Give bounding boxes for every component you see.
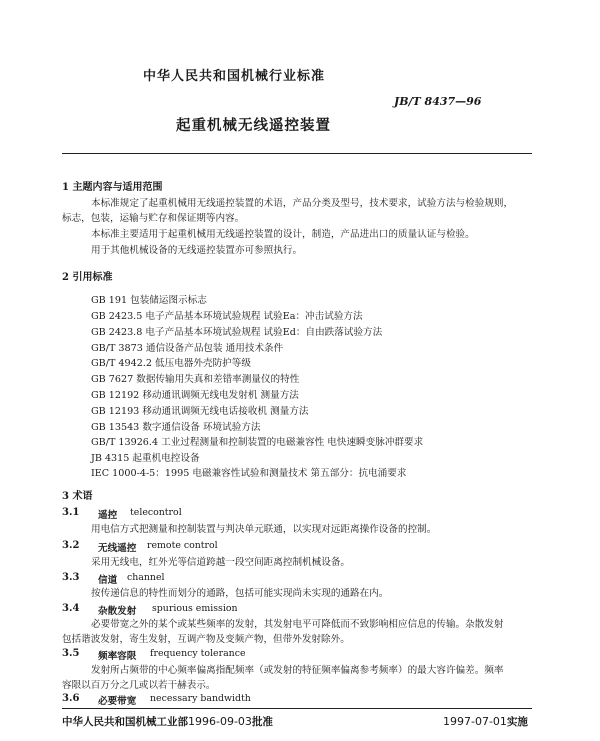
referenced-standard: GB/T 3873 通信设备产品包装 通用技术条件 bbox=[91, 343, 284, 354]
section-1-heading: 1 主题内容与适用范围 bbox=[62, 182, 163, 193]
term-number: 3.1 bbox=[62, 507, 80, 518]
term-chinese: 无线遥控 bbox=[98, 543, 137, 554]
effective-date: 1997-07-01 bbox=[443, 715, 507, 728]
term-number: 3.6 bbox=[62, 693, 80, 704]
term-number: 3.2 bbox=[62, 540, 80, 551]
referenced-standard: GB 191 包装储运图示标志 bbox=[91, 295, 207, 306]
term-english: spurious emission bbox=[152, 603, 238, 614]
term-number: 3.4 bbox=[62, 603, 80, 614]
effective-label: 实施 bbox=[506, 716, 528, 728]
referenced-standard: GB/T 4942.2 低压电器外壳防护等级 bbox=[91, 358, 251, 369]
section-1-paragraph: 本标准主要适用于起重机械用无线遥控装置的设计，制造，产品进出口的质量认证与检验。 bbox=[91, 229, 475, 240]
referenced-standard: GB 7627 数据传输用失真和差错率测量仪的特性 bbox=[91, 374, 300, 385]
section-3-heading: 3 术语 bbox=[62, 491, 93, 502]
term-definition: 按传递信息的特性而划分的通路，包括可能实现尚未实现的通路在内。 bbox=[91, 588, 389, 599]
referenced-standard: GB 12192 移动通讯调频无线电发射机 测量方法 bbox=[91, 390, 299, 401]
section-1-paragraph: 本标准规定了起重机械用无线遥控装置的术语，产品分类及型号，技术要求，试验方法与检验规则， bbox=[91, 198, 514, 209]
term-definition: 容限以百万分之几或以若干赫表示。 bbox=[62, 680, 216, 691]
footer-effective bbox=[443, 714, 528, 729]
term-chinese: 频率容限 bbox=[98, 651, 137, 662]
section-2-heading: 2 引用标准 bbox=[62, 272, 113, 283]
referenced-standard: GB 2423.5 电子产品基本环境试验规程 试验Ea：冲击试验方法 bbox=[91, 311, 363, 322]
term-english: necessary bandwidth bbox=[150, 693, 251, 704]
referenced-standard: GB 12193 移动通讯调频无线电话接收机 测量方法 bbox=[91, 406, 309, 417]
term-chinese: 杂散发射 bbox=[98, 606, 137, 617]
footer-divider bbox=[62, 708, 532, 709]
term-english: frequency tolerance bbox=[150, 648, 246, 659]
section-1-paragraph: 用于其他机械设备的无线遥控装置亦可参照执行。 bbox=[91, 245, 303, 256]
term-number: 3.5 bbox=[62, 648, 80, 659]
referenced-standard: JB 4315 起重机电控设备 bbox=[91, 453, 200, 464]
referenced-standard: IEC 1000-4-5：1995 电磁兼容性试验和测量技术 第五部分：抗电涌要求 bbox=[91, 468, 407, 479]
referenced-standard: GB 2423.8 电子产品基本环境试验规程 试验Ed：自由跌落试验方法 bbox=[91, 327, 383, 338]
issuing-agency: 中华人民共和国机械行业标准 bbox=[143, 69, 326, 84]
term-english: remote control bbox=[147, 540, 218, 551]
term-chinese: 信道 bbox=[98, 575, 118, 586]
footer-issuer bbox=[62, 714, 273, 729]
term-number: 3.3 bbox=[62, 572, 80, 583]
standard-code: JB/T 8437—96 bbox=[394, 95, 482, 108]
term-definition: 包括谐波发射，寄生发射，互调产物及变频产物，但带外发射除外。 bbox=[62, 634, 350, 645]
term-chinese: 遥控 bbox=[98, 510, 118, 521]
term-chinese: 必要带宽 bbox=[98, 696, 137, 707]
term-definition: 用电信方式把测量和控制装置与判决单元联通，以实现对远距离操作设备的控制。 bbox=[91, 524, 437, 535]
approve-label: 批准 bbox=[251, 716, 273, 728]
document-title: 起重机械无线遥控装置 bbox=[176, 118, 331, 134]
referenced-standard: GB/T 13926.4 工业过程测量和控制装置的电磁兼容性 电快速瞬变脉冲群要求 bbox=[91, 437, 424, 448]
term-english: channel bbox=[127, 572, 165, 583]
section-1-paragraph: 标志，包装，运输与贮存和保证期等内容。 bbox=[62, 213, 245, 224]
header-divider bbox=[62, 153, 532, 154]
approve-date: 1996-09-03 bbox=[188, 715, 252, 728]
issuer-name: 中华人民共和国机械工业部 bbox=[62, 716, 188, 728]
referenced-standard: GB 13543 数字通信设备 环境试验方法 bbox=[91, 422, 261, 433]
term-english: telecontrol bbox=[130, 507, 182, 518]
term-definition: 必要带宽之外的某个或某些频率的发射，其发射电平可降低而不致影响相应信息的传输。杂散发射 bbox=[91, 619, 504, 630]
term-definition: 采用无线电，红外光等信道跨越一段空间距离控制机械设备。 bbox=[91, 557, 351, 568]
term-definition: 发射所占频带的中心频率偏离指配频率（或发射的特征频率偏离参考频率）的最大容许偏差。频率 bbox=[91, 665, 504, 676]
